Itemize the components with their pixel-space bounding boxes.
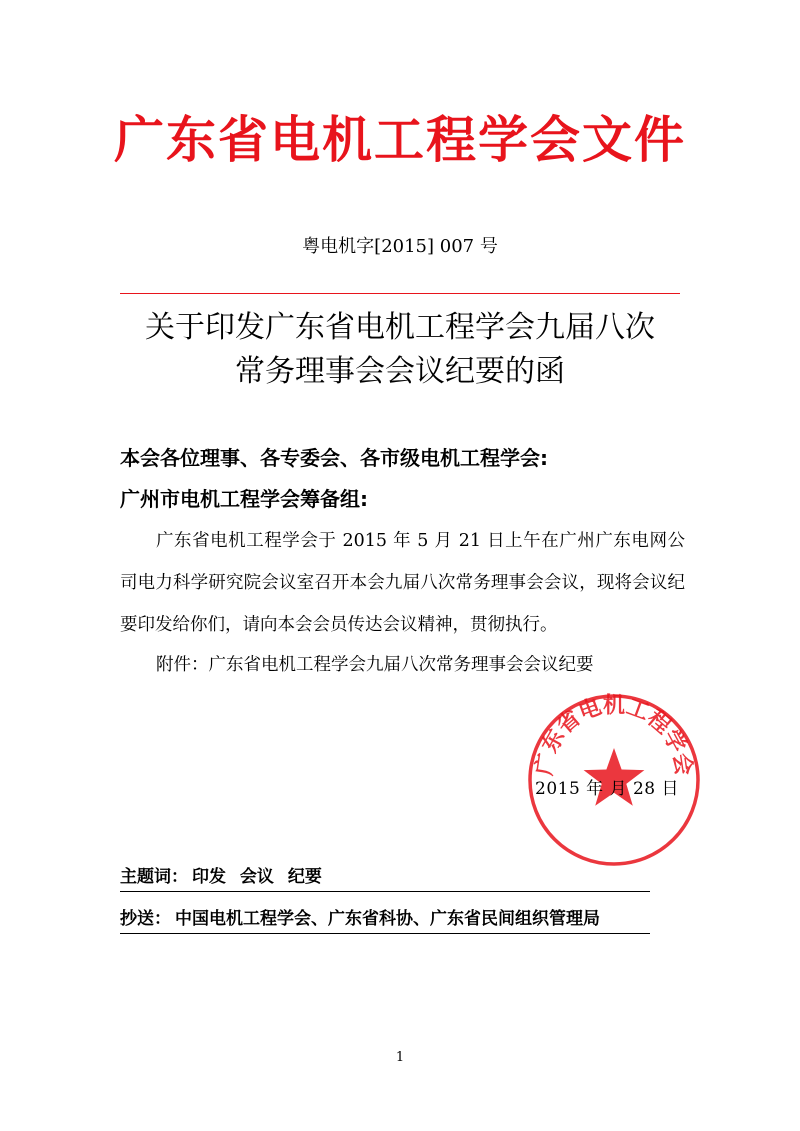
cc-value: 中国电机工程学会、广东省科协、广东省民间组织管理局 — [175, 909, 600, 929]
addressee-secondary: 广州市电机工程学会筹备组: — [120, 487, 368, 511]
document-title-line: 关于印发广东省电机工程学会九届八次 — [145, 310, 655, 345]
cc-label: 抄送： — [120, 909, 171, 929]
red-divider-line — [120, 293, 680, 294]
keywords-line — [120, 862, 650, 892]
seal-text: 广东省电机工程学会 — [532, 693, 696, 778]
document-title-line: 常务理事会会议纪要的函 — [235, 354, 565, 389]
document-number: 粤电机字[2015] 007 号 — [302, 236, 498, 257]
keywords-label: 主题词： — [120, 867, 188, 887]
keywords-value: 印发 会议 纪要 — [192, 867, 322, 887]
cc-line — [120, 904, 650, 934]
issue-date: 2015 年 月 28 日 — [535, 779, 680, 799]
document-title — [0, 306, 800, 394]
document-header-title: 广东省电机工程学会文件 — [114, 111, 686, 169]
page-number: 1 — [395, 1050, 405, 1065]
addressee-primary: 本会各位理事、各专委会、各市级电机工程学会: — [120, 446, 548, 470]
attachment-line: 附件：广东省电机工程学会九届八次常务理事会会议纪要 — [156, 655, 594, 675]
body-paragraph: 广东省电机工程学会于 2015 年 5 月 21 日上午在广州广东电网公司电力科学研究院会议室召开本会九届八次常务理事会会议，现将会议纪要印发给你们，请向本会会员传达会议精神，贯彻执行。 — [120, 531, 685, 635]
